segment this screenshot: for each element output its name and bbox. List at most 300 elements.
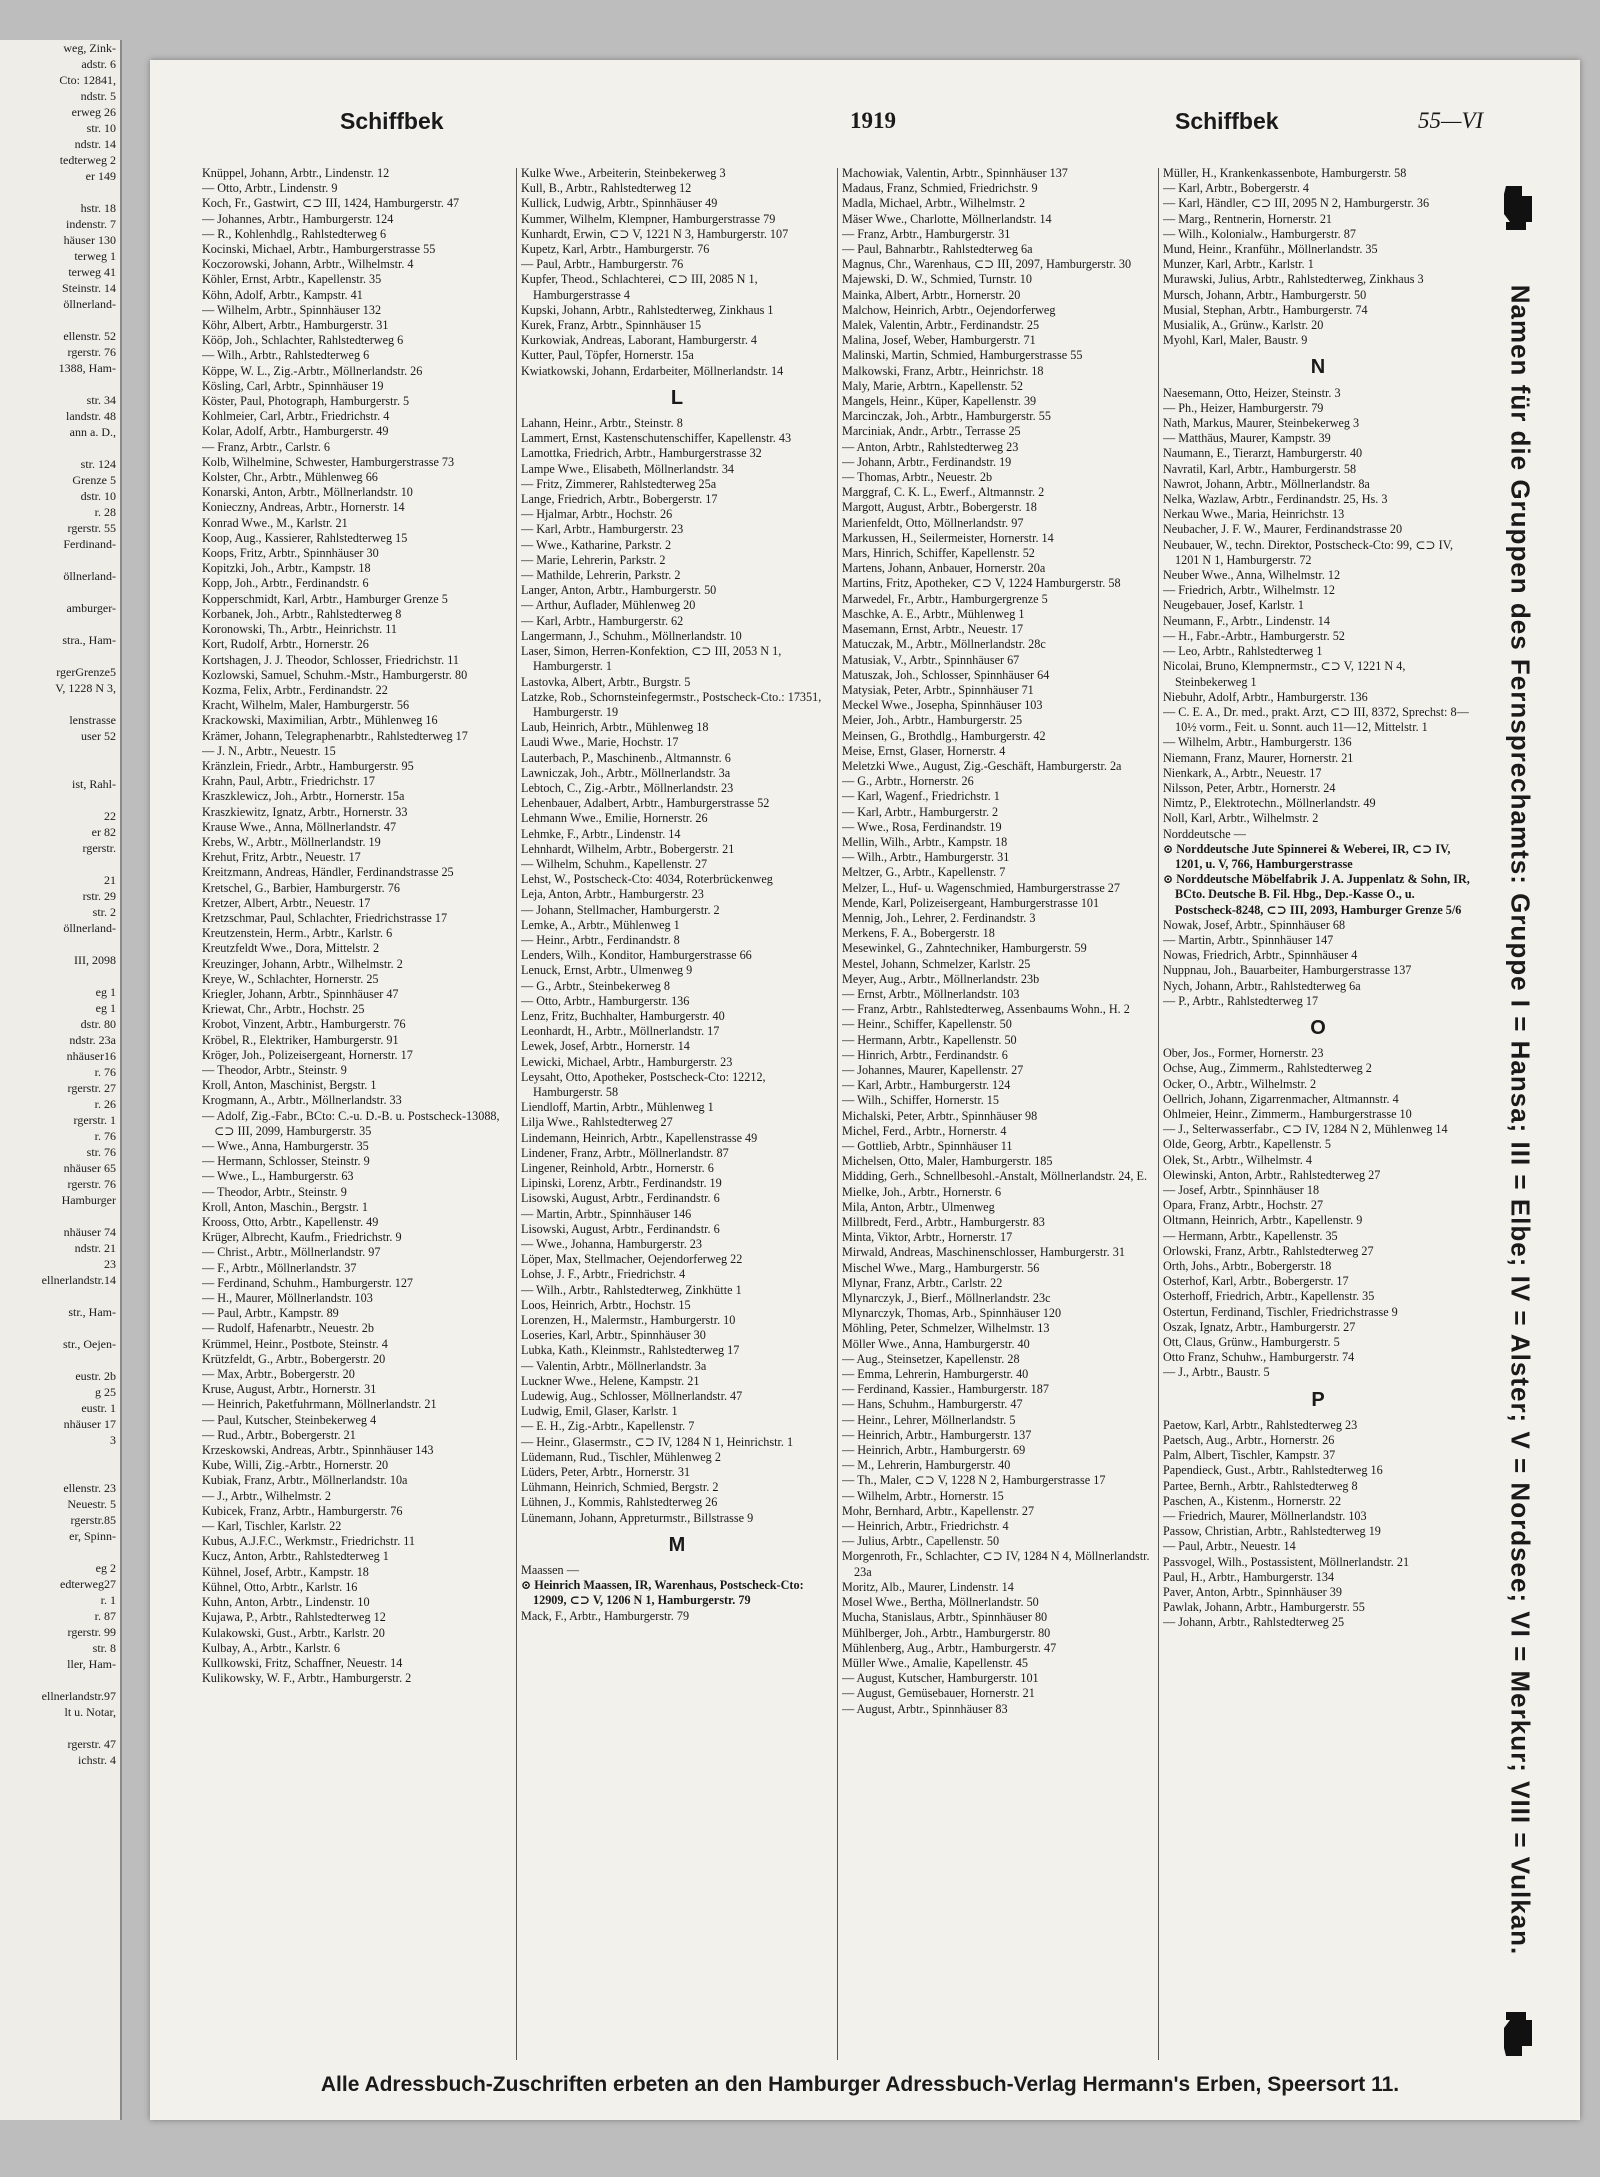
directory-entry: Passow, Christian, Arbtr., Rahlstedterweg 19 [1163,1524,1381,1539]
directory-entry: Koop, Aug., Kassierer, Rahlstedterweg 15 [202,530,408,545]
directory-entry: Kroll, Anton, Maschin., Bergstr. 1 [202,1199,368,1214]
directory-entry: Kort, Rudolf, Arbtr., Hornerstr. 26 [202,637,369,652]
fragment-line: Hamburger [61,1193,116,1207]
directory-entry: — Wilhelm, Schuhm., Kapellenstr. 27 [521,856,708,871]
directory-entry: — R., Kohlenhdlg., Rahlstedterweg 6 [202,226,387,241]
directory-entry: Mirwald, Andreas, Maschinenschlosser, Hamburgerstr. 31 [842,1245,1125,1260]
directory-entry: Paetsch, Aug., Arbtr., Hornerstr. 26 [1163,1433,1335,1448]
directory-entry: Loos, Heinrich, Arbtr., Hochstr. 15 [521,1297,691,1312]
directory-entry: Kreuzinger, Johann, Arbtr., Wilhelmstr. 2 [202,956,403,971]
directory-entry: Kube, Willi, Zig.-Arbtr., Hornerstr. 20 [202,1458,389,1473]
directory-entry: ⊙ Heinrich Maassen, IR, Warenhaus, Postscheck-Cto: 12909, ⊂⊃ V, 1206 N 1, Hamburgerstr. 79 [521,1578,804,1608]
directory-entry: — Anton, Arbtr., Rahlstedterweg 23 [842,439,1019,454]
fragment-line: rgerstr. 1 [73,1113,116,1127]
fragment-line [0,584,120,600]
directory-entry: Mestel, Johann, Schmelzer, Karlstr. 25 [842,956,1031,971]
fragment-line [0,648,120,664]
fragment-line: Neuestr. 5 [67,1497,116,1511]
directory-entry: Mund, Heinr., Kranführ., Möllnerlandstr. 35 [1163,242,1378,257]
directory-entry: Neumann, F., Arbtr., Lindenstr. 14 [1163,613,1330,628]
directory-entry: Kubus, A.J.F.C., Werkmstr., Friedrichstr. 11 [202,1534,416,1549]
directory-entry: Lammert, Ernst, Kastenschutenschiffer, Kapellenstr. 43 [521,431,792,446]
directory-entry: — Johann, Arbtr., Ferdinandstr. 19 [842,454,1012,469]
directory-entry: Myohl, Karl, Maler, Baustr. 9 [1163,333,1308,348]
directory-entry: — Matthäus, Maurer, Kampstr. 39 [1163,431,1331,446]
directory-entry: Krause Wwe., Anna, Möllnerlandstr. 47 [202,819,397,834]
fragment-line [0,1448,120,1464]
fragment-line: rgerstr. 47 [67,1737,116,1751]
directory-entry: Lüdemann, Rud., Tischler, Mühlenweg 2 [521,1449,721,1464]
directory-entry: Kolar, Adolf, Arbtr., Hamburgerstr. 49 [202,424,389,439]
fragment-line: V, 1228 N 3, [55,681,116,695]
directory-entry: — Aug., Steinsetzer, Kapellenstr. 28 [842,1351,1020,1366]
directory-entry: — Johann, Arbtr., Rahlstedterweg 25 [1163,1615,1345,1630]
directory-entry: Oszak, Ignatz, Arbtr., Hamburgerstr. 27 [1163,1319,1356,1334]
directory-entry: Kullick, Ludwig, Arbtr., Spinnhäuser 49 [521,196,718,211]
directory-entry: — Hermann, Arbtr., Kapellenstr. 50 [842,1032,1017,1047]
directory-entry: Kretzschmar, Paul, Schlachter, Friedrichstrasse 17 [202,910,448,925]
directory-entry: Otto Franz, Schuhw., Hamburgerstr. 74 [1163,1350,1355,1365]
directory-entry: Lehst, W., Postscheck-Cto: 4034, Roterbrückenweg [521,872,773,887]
directory-entry: — Franz, Arbtr., Carlstr. 6 [202,439,330,454]
fragment-line: Grenze 5 [72,473,116,487]
directory-entry: Kreye, W., Schlachter, Hornerstr. 25 [202,971,379,986]
directory-entry: Korbanek, Joh., Arbtr., Rahlstedterweg 8 [202,606,402,621]
fragment-line: er 82 [91,825,116,839]
directory-entry: Kroll, Anton, Maschinist, Bergstr. 1 [202,1078,377,1093]
directory-entry: Maschke, A. E., Arbtr., Mühlenweg 1 [842,606,1025,621]
directory-entry: Kullkowski, Fritz, Schaffner, Neuestr. 14 [202,1655,403,1670]
directory-entry: Orth, Johs., Arbtr., Bobergerstr. 18 [1163,1259,1332,1274]
directory-entry: — G., Arbtr., Steinbekerweg 8 [521,978,670,993]
fragment-line: ndstr. 14 [74,137,116,151]
fragment-line [0,376,120,392]
directory-entry: — Heinr., Schiffer, Kapellenstr. 50 [842,1017,1012,1032]
fragment-line [0,744,120,760]
directory-entry: Lubka, Kath., Kleinmstr., Rahlstedterweg 17 [521,1343,740,1358]
directory-entry: Paetow, Karl, Arbtr., Rahlstedterweg 23 [1163,1417,1358,1432]
fragment-line [0,616,120,632]
directory-entry: Martins, Fritz, Apotheker, ⊂⊃ V, 1224 Hamburgerstr. 58 [842,576,1121,591]
directory-entry: Liendloff, Martin, Arbtr., Mühlenweg 1 [521,1100,714,1115]
fragment-line: indenstr. 7 [66,217,116,231]
fragment-line [0,760,120,776]
directory-entry: Krützfeldt, G., Arbtr., Bobergerstr. 20 [202,1351,386,1366]
directory-entry: Lehnhardt, Wilhelm, Arbtr., Bobergerstr. 21 [521,841,735,856]
directory-entry: Mangels, Heinr., Küper, Kapellenstr. 39 [842,394,1037,409]
directory-entry: Munzer, Karl, Arbtr., Karlstr. 1 [1163,257,1314,272]
fragment-line: öllnerland- [63,921,116,935]
directory-entry: Minta, Viktor, Arbtr., Hornerstr. 17 [842,1230,1013,1245]
page-number: 55—VI [1418,108,1484,133]
directory-entry: Lewek, Josef, Arbtr., Hornerstr. 14 [521,1039,690,1054]
directory-entry: — Thomas, Arbtr., Neuestr. 2b [842,470,993,485]
fragment-line: stra., Ham- [62,633,116,647]
directory-entry: Kriewat, Chr., Arbtr., Hochstr. 25 [202,1002,365,1017]
directory-entry: Latzke, Rob., Schornsteinfegermstr., Postscheck-Cto.: 17351, Hamburgerstr. 19 [521,689,822,719]
directory-entry: — Hermann, Schlosser, Steinstr. 9 [202,1154,370,1169]
directory-entry: Leysaht, Otto, Apotheker, Postscheck-Cto: 12212, Hamburgerstr. 58 [521,1069,766,1099]
directory-entry: Ostertun, Ferdinand, Tischler, Friedrichstrasse 9 [1163,1304,1398,1319]
directory-entry: — Wwe., L., Hamburgerstr. 63 [202,1169,354,1184]
fragment-line: landstr. 48 [66,409,116,423]
directory-entry: Lohse, J. F., Arbtr., Friedrichstr. 4 [521,1267,686,1282]
directory-entry: Nerkau Wwe., Maria, Heinrichstr. 13 [1163,507,1345,522]
fragment-line: r. 28 [94,505,116,519]
directory-entry: Majewski, D. W., Schmied, Turnstr. 10 [842,272,1032,287]
directory-entry: Lehmke, F., Arbtr., Lindenstr. 14 [521,826,681,841]
directory-entry: Krooss, Otto, Arbtr., Kapellenstr. 49 [202,1215,379,1230]
fragment-line [0,1352,120,1368]
directory-entry: Malinski, Martin, Schmied, Hamburgerstrasse 55 [842,348,1083,363]
directory-entry: Mesewinkel, G., Zahntechniker, Hamburgerstr. 59 [842,941,1087,956]
column-3 [842,166,1154,2066]
directory-entry: — Karl, Arbtr., Hamburgerstr. 2 [842,804,999,819]
directory-entry: — Wilhelm, Arbtr., Hornerstr. 15 [842,1488,1004,1503]
directory-entry: Ludewig, Aug., Schlosser, Möllnerlandstr. 47 [521,1389,743,1404]
section-letter: M [668,1533,686,1556]
directory-entry: Mellin, Wilh., Arbtr., Kampstr. 18 [842,834,1008,849]
fragment-line: str., Ham- [68,1305,116,1319]
directory-entry: Mila, Anton, Arbtr., Ulmenweg [842,1199,995,1214]
fragment-line [0,1288,120,1304]
directory-entry: Michel, Ferd., Arbtr., Hornerstr. 4 [842,1123,1007,1138]
directory-entry: — Marg., Rentnerin, Hornerstr. 21 [1163,211,1333,226]
directory-entry: — Hinrich, Arbtr., Ferdinandstr. 6 [842,1047,1008,1062]
directory-entry: Kuhn, Anton, Arbtr., Lindenstr. 10 [202,1595,370,1610]
directory-entry: Mühlenberg, Aug., Arbtr., Hamburgerstr. 47 [842,1640,1057,1655]
directory-entry: Meletzki Wwe., August, Zig.-Geschäft, Hamburgerstr. 2a [842,758,1122,773]
directory-entry: Langermann, J., Schuhm., Möllnerlandstr. 10 [521,628,742,643]
directory-entry: Kubicek, Franz, Arbtr., Hamburgerstr. 76 [202,1503,403,1518]
directory-entry: — P., Arbtr., Rahlstedterweg 17 [1163,993,1319,1008]
fragment-line: ndstr. 21 [74,1241,116,1255]
directory-entry: Lünemann, Johann, Appreturmstr., Billstrasse 9 [521,1510,754,1525]
fragment-line [0,1544,120,1560]
directory-entry: — Fritz, Zimmerer, Rahlstedterweg 25a [521,476,717,491]
fragment-line: eustr. 1 [81,1401,116,1415]
fragment-line: str. 2 [92,905,116,919]
directory-entry: Lemke, A., Arbtr., Mühlenweg 1 [521,917,680,932]
directory-entry: — J., Arbtr., Baustr. 5 [1163,1365,1270,1380]
section-letter: P [1311,1388,1325,1411]
directory-entry: Michelsen, Otto, Maler, Hamburgerstr. 185 [842,1154,1053,1169]
fragment-line [0,968,120,984]
directory-entry: Markussen, H., Seilermeister, Hornerstr. 14 [842,530,1054,545]
directory-entry: — Ferdinand, Schuhm., Hamburgerstr. 127 [202,1275,414,1290]
fragment-line: str. 124 [80,457,116,471]
fragment-line: ellenstr. 52 [63,329,116,343]
directory-entry: Machowiak, Valentin, Arbtr., Spinnhäuser 137 [842,166,1068,180]
directory-entry: Lehenbauer, Adalbert, Arbtr., Hamburgerstrasse 52 [521,796,770,811]
fragment-line: eustr. 2b [75,1369,116,1383]
directory-entry: Pawlak, Johann, Arbtr., Hamburgerstr. 55 [1163,1600,1365,1615]
directory-entry: Köppe, W. L., Zig.-Arbtr., Möllnerlandstr. 26 [202,363,423,378]
fragment-line: Ferdinand- [63,537,116,551]
directory-entry: Paul, H., Arbtr., Hamburgerstr. 134 [1163,1569,1335,1584]
directory-entry: Meltzer, G., Arbtr., Kapellenstr. 7 [842,865,1006,880]
directory-page [150,60,1580,2120]
directory-entry: Melzer, L., Huf- u. Wagenschmied, Hamburgerstrasse 27 [842,880,1120,895]
directory-entry: Lühnen, J., Kommis, Rahlstedterweg 26 [521,1495,718,1510]
directory-entry: Madla, Michael, Arbtr., Wilhelmstr. 2 [842,196,1026,211]
directory-entry: Kull, B., Arbtr., Rahlstedterweg 12 [521,181,692,196]
directory-entry: Musial, Stephan, Arbtr., Hamburgerstr. 74 [1163,302,1368,317]
directory-entry: — Paul, Arbtr., Hamburgerstr. 76 [521,257,684,272]
directory-entry: — J. N., Arbtr., Neuestr. 15 [202,743,336,758]
directory-entry: Köhn, Adolf, Arbtr., Kampstr. 41 [202,287,363,302]
directory-entry: Masemann, Ernst, Arbtr., Neuestr. 17 [842,622,1024,637]
directory-entry: Maassen — [521,1563,579,1578]
directory-entry: — Rudolf, Hafenarbtr., Neuestr. 2b [202,1321,374,1336]
directory-entry: Lingener, Reinhold, Arbtr., Hornerstr. 6 [521,1161,714,1175]
fragment-line: r. 87 [94,1609,116,1623]
directory-entry: Köhr, Albert, Arbtr., Hamburgerstr. 31 [202,318,389,333]
directory-entry: — Paul, Kutscher, Steinbekerweg 4 [202,1412,377,1427]
directory-entry: Meise, Ernst, Glaser, Hornerstr. 4 [842,743,1006,758]
fragment-line: rstr. 29 [82,889,116,903]
fragment-line: ellenstr. 23 [63,1481,116,1495]
fragment-line [0,696,120,712]
directory-entry: Kortshagen, J. J. Theodor, Schlosser, Friedrichstr. 11 [202,652,459,667]
fragment-line: rgerstr. 55 [67,521,116,535]
directory-entry: Matysiak, Peter, Arbtr., Spinnhäuser 71 [842,682,1034,697]
directory-entry: Marggraf, C. K. L., Ewerf., Altmannstr. 2 [842,485,1045,500]
directory-entry: Krackowski, Maximilian, Arbtr., Mühlenweg 16 [202,713,438,728]
directory-entry: Laub, Heinrich, Arbtr., Mühlenweg 18 [521,720,709,735]
directory-entry: — C. E. A., Dr. med., prakt. Arzt, ⊂⊃ III, 8372, Sprechst: 8—10½ vorm., Feit. u. Sonnt. auch 11—12, Mittelstr. 1 [1163,704,1469,735]
directory-entry: — Arthur, Auflader, Mühlenweg 20 [521,598,696,613]
directory-entry: — E. H., Zig.-Arbtr., Kapellenstr. 7 [521,1419,695,1434]
fragment-line: ndstr. 5 [80,89,116,103]
directory-entry: Lisowski, August, Arbtr., Ferdinandstr. 6 [521,1191,720,1206]
directory-entry: Lipinski, Lorenz, Arbtr., Ferdinandstr. 19 [521,1176,722,1191]
directory-entry: — Johann, Stellmacher, Hamburgerstr. 2 [521,902,720,917]
directory-entry: Oellrich, Johann, Zigarrenmacher, Altmannstr. 4 [1163,1091,1399,1106]
fragment-line: str. 8 [92,1641,116,1655]
directory-entry: Köhler, Ernst, Arbtr., Kapellenstr. 35 [202,272,382,287]
fragment-line: 3 [110,1433,116,1447]
directory-entry: Meckel Wwe., Josepha, Spinnhäuser 103 [842,698,1043,713]
directory-entry: Leonhardt, H., Arbtr., Möllnerlandstr. 17 [521,1024,720,1039]
directory-entry: — Martin, Arbtr., Spinnhäuser 146 [521,1206,692,1221]
fragment-line: str. 10 [86,121,116,135]
fragment-line: rgerstr. 27 [67,1081,116,1095]
directory-entry: Neubauer, W., techn. Direktor, Postscheck-Cto: 99, ⊂⊃ IV, 1201 N 1, Hamburgerstr. 72 [1163,537,1454,567]
directory-entry: Nienkark, A., Arbtr., Neuestr. 17 [1163,765,1322,780]
fragment-line: öllnerland- [63,569,116,583]
directory-entry: Naesemann, Otto, Heizer, Steinstr. 3 [1163,385,1341,400]
directory-entry: Möhling, Peter, Schmelzer, Wilhelmstr. 13 [842,1321,1050,1336]
directory-entry: Krüger, Albrecht, Kaufm., Friedrichstr. 9 [202,1230,402,1245]
directory-entry: — Leo, Arbtr., Rahlstedterweg 1 [1163,644,1323,659]
directory-entry: Norddeutsche — [1163,826,1246,841]
fragment-line: ndstr. 23a [69,1033,116,1047]
directory-entry: Kracht, Wilhelm, Maler, Hamburgerstr. 56 [202,698,410,713]
directory-entry: Kupetz, Karl, Arbtr., Hamburgerstr. 76 [521,242,710,257]
directory-entry: Kozlowski, Samuel, Schuhm.-Mstr., Hamburgerstr. 80 [202,667,468,682]
directory-entry: Meinsen, G., Brothdlg., Hamburgerstr. 42 [842,728,1046,743]
directory-entry: — Wilh., Kolonialw., Hamburgerstr. 87 [1163,226,1356,241]
column-1 [202,166,512,2066]
directory-entry: — J., Selterwasserfabr., ⊂⊃ IV, 1284 N 2, Mühlenweg 14 [1163,1122,1448,1137]
directory-entry: — Johannes, Arbtr., Hamburgerstr. 124 [202,211,394,226]
directory-entry: Kühnel, Otto, Arbtr., Karlstr. 16 [202,1579,358,1594]
fragment-line: adstr. 6 [81,57,116,71]
fragment-line [0,552,120,568]
directory-entry: Olewinski, Anton, Arbtr., Rahlstedterweg 27 [1163,1167,1381,1182]
directory-entry: — August, Kutscher, Hamburgerstr. 101 [842,1671,1039,1686]
directory-entry: Luckner Wwe., Helene, Kampstr. 21 [521,1373,700,1388]
directory-entry: Lange, Friedrich, Arbtr., Bobergerstr. 17 [521,492,718,507]
directory-entry: Mühlberger, Joh., Arbtr., Hamburgerstr. 80 [842,1625,1051,1640]
directory-entry: Ott, Claus, Grünw., Hamburgerstr. 5 [1163,1335,1340,1350]
directory-entry: Müller Wwe., Amalie, Kapellenstr. 45 [842,1655,1028,1670]
directory-entry: Kunhardt, Erwin, ⊂⊃ V, 1221 N 3, Hamburgerstr. 107 [521,226,789,241]
directory-entry: Midding, Gerh., Schnellbesohl.-Anstalt, Möllnerlandstr. 24, E. [842,1169,1147,1184]
directory-entry: Malkowski, Franz, Arbtr., Heinrichstr. 18 [842,363,1044,378]
directory-entry: Möller Wwe., Anna, Hamburgerstr. 40 [842,1336,1030,1351]
fragment-line: terweg 1 [74,249,116,263]
fragment-line: ellnerlandstr.14 [41,1273,116,1287]
directory-entry: Nicolai, Bruno, Klempnermstr., ⊂⊃ V, 1221 N 4, Steinbekerweg 1 [1163,659,1406,689]
directory-entry: — Emma, Lehrerin, Hamburgerstr. 40 [842,1367,1029,1382]
directory-entry: Nuppnau, Joh., Bauarbeiter, Hamburgerstrasse 137 [1163,963,1412,978]
directory-entry: Malchow, Heinrich, Arbtr., Oejendorferweg [842,302,1056,317]
directory-entry: Kraszkiewitz, Ignatz, Arbtr., Hornerstr. 33 [202,804,408,819]
directory-entry: — Theodor, Arbtr., Steinstr. 9 [202,1184,347,1199]
directory-entry: Lehmann Wwe., Emilie, Hornerstr. 26 [521,811,708,826]
directory-entry: Mlynarczyk, J., Bierf., Möllnerlandstr. 23c [842,1291,1051,1306]
directory-entry: Lilja Wwe., Rahlstedterweg 27 [521,1115,673,1130]
fragment-line: str. 34 [86,393,116,407]
directory-entry: Kohlmeier, Carl, Arbtr., Friedrichstr. 4 [202,409,390,424]
directory-entry: — M., Lehrerin, Hamburgerstr. 40 [842,1458,1011,1473]
directory-entry: — Wwe., Rosa, Ferdinandstr. 19 [842,819,1002,834]
directory-entry: Nath, Markus, Maurer, Steinbekerweg 3 [1163,416,1360,431]
directory-entry: Ochse, Aug., Zimmerm., Rahlstedterweg 2 [1163,1061,1372,1076]
directory-entry: Kupfer, Theod., Schlachterei, ⊂⊃ III, 2085 N 1, Hamburgerstrasse 4 [521,272,758,302]
directory-entry: — Otto, Arbtr., Lindenstr. 9 [202,181,338,196]
directory-entry: Köster, Paul, Photograph, Hamburgerstr. 5 [202,394,410,409]
fragment-line: öllnerland- [63,297,116,311]
directory-entry: Lindener, Franz, Arbtr., Möllnerlandstr. 87 [521,1145,729,1160]
directory-entry: Mielke, Joh., Arbtr., Hornerstr. 6 [842,1184,1002,1199]
directory-entry: — Wilhelm, Arbtr., Spinnhäuser 132 [202,302,382,317]
directory-entry: ⊙ Norddeutsche Möbelfabrik J. A. Juppenlatz & Sohn, IR, BCto. Deutsche B. Fil. Hbg., Dep.-Kasse O., u. Postscheck-8248, ⊂⊃ III, 2093, Hamburger Grenze 5/6 [1163,872,1470,917]
directory-entry: Kurek, Franz, Arbtr., Spinnhäuser 15 [521,318,702,333]
directory-entry: Laudi Wwe., Marie, Hochstr. 17 [521,735,679,750]
fragment-line [0,312,120,328]
directory-entry: Kretzer, Albert, Arbtr., Neuestr. 17 [202,895,371,910]
fragment-line: terweg 41 [68,265,116,279]
directory-entry: Kraszklewicz, Joh., Arbtr., Hornerstr. 15a [202,789,405,804]
fragment-line [0,184,120,200]
directory-entry: Mainka, Albert, Arbtr., Hornerstr. 20 [842,287,1021,302]
fragment-line [0,1720,120,1736]
directory-entry: Passvogel, Wilh., Postassistent, Möllnerlandstr. 21 [1163,1554,1410,1569]
directory-entry: — Wwe., Anna, Hamburgerstr. 35 [202,1139,369,1153]
directory-entry: — Martin, Arbtr., Spinnhäuser 147 [1163,932,1334,947]
directory-entry: Lindemann, Heinrich, Arbtr., Kapellenstrasse 49 [521,1130,758,1145]
fragment-line: rgerstr. [82,841,116,855]
directory-entry: — Th., Maler, ⊂⊃ V, 1228 N 2, Hamburgerstrasse 17 [842,1473,1106,1488]
fragment-line [0,936,120,952]
directory-entry: Opara, Franz, Arbtr., Hochstr. 27 [1163,1198,1324,1213]
directory-entry: — Karl, Arbtr., Bobergerstr. 4 [1163,181,1310,196]
directory-entry: ⊙ Norddeutsche Jute Spinnerei & Weberei, IR, ⊂⊃ IV, 1201, u. V, 766, Hamburgerstrasse [1163,841,1451,871]
directory-entry: Oltmann, Heinrich, Arbtr., Kapellenstr. 9 [1163,1213,1363,1228]
fragment-line: hstr. 18 [80,201,116,215]
directory-entry: Ober, Jos., Former, Hornerstr. 23 [1163,1046,1324,1061]
directory-entry: Lewicki, Michael, Arbtr., Hamburgerstr. 23 [521,1054,733,1069]
directory-entry: — Wilh., Schiffer, Hornerstr. 15 [842,1093,999,1108]
directory-entry: Kränzlein, Friedr., Arbtr., Hamburgerstr. 95 [202,758,414,773]
directory-entry: Lebtoch, C., Zig.-Arbtr., Möllnerlandstr. 23 [521,780,734,795]
directory-entry: Kujawa, P., Arbtr., Rahlstedterweg 12 [202,1610,386,1625]
directory-entry: Krehut, Fritz, Arbtr., Neuestr. 17 [202,850,361,865]
directory-entry: Kocinski, Michael, Arbtr., Hamburgerstrasse 55 [202,242,436,257]
directory-entry: — Paul, Arbtr., Kampstr. 89 [202,1306,339,1321]
directory-entry: Matuszak, Joh., Schlosser, Spinnhäuser 64 [842,667,1050,682]
directory-entry: Lenuck, Ernst, Arbtr., Ulmenweg 9 [521,963,693,978]
directory-entry: Niebuhr, Adolf, Arbtr., Hamburgerstr. 136 [1163,689,1368,704]
directory-entry: Morgenroth, Fr., Schlachter, ⊂⊃ IV, 1284 N 4, Möllnerlandstr. 23a [842,1549,1150,1579]
directory-entry: Leja, Anton, Arbtr., Hamburgerstr. 23 [521,887,704,902]
directory-entry: Maly, Marie, Arbtrn., Kapellenstr. 52 [842,378,1023,393]
directory-entry: — Rud., Arbtr., Bobergerstr. 21 [202,1427,356,1442]
column-divider [1158,168,1159,2060]
section-letter: N [1310,356,1326,379]
directory-entry: — H., Maurer, Möllnerlandstr. 103 [202,1291,373,1306]
directory-entry: Laser, Simon, Herren-Konfektion, ⊂⊃ III, 2053 N 1, Hamburgerstr. 1 [521,644,782,674]
fragment-line: rgerstr. 76 [67,1177,116,1191]
directory-entry: Kulikowsky, W. F., Arbtr., Hamburgerstr. 2 [202,1671,412,1686]
fragment-line: erweg 26 [71,105,116,119]
directory-entry: Mohr, Bernhard, Arbtr., Kapellenstr. 27 [842,1503,1035,1518]
directory-entry: Kucz, Anton, Arbtr., Rahlstedterweg 1 [202,1549,389,1564]
fragment-line [0,1464,120,1480]
directory-entry: Osterhoff, Friedrich, Arbtr., Kapellenstr. 35 [1163,1289,1375,1304]
directory-entry: — Franz, Arbtr., Hamburgerstr. 31 [842,226,1011,241]
directory-entry: Michalski, Peter, Arbtr., Spinnhäuser 98 [842,1108,1038,1123]
directory-entry: Kröger, Joh., Polizeisergeant, Hornerstr. 17 [202,1047,413,1062]
directory-entry: Nawrot, Johann, Arbtr., Möllnerlandstr. 8a [1163,476,1370,491]
directory-entry: — Heinr., Glasermstr., ⊂⊃ IV, 1284 N 1, Heinrichstr. 1 [521,1434,794,1449]
directory-entry: Kwiatkowski, Johann, Erdarbeiter, Möllnerlandstr. 14 [521,363,784,378]
directory-entry: Ohlmeier, Heinr., Zimmerm., Hamburgerstrasse 10 [1163,1106,1412,1121]
directory-entry: Matusiak, V., Arbtr., Spinnhäuser 67 [842,652,1020,667]
header-left-place: Schiffbek [340,108,444,134]
previous-page-fragment [0,40,122,2120]
directory-entry: Marwedel, Fr., Arbtr., Hamburgergrenze 5 [842,591,1048,606]
directory-entry: Kozma, Felix, Arbtr., Ferdinandstr. 22 [202,682,388,697]
directory-entry: Lisowski, August, Arbtr., Ferdinandstr. 6 [521,1221,720,1236]
directory-entry: — Wilh., Arbtr., Rahlstedterweg, Zinkhütte 1 [521,1282,742,1297]
exchange-group-legend: Namen für die Gruppen des Fernsprechamts: Gruppe I = Hansa; III = Elbe; IV = Alster; V = Nordsee; VI = Merkur; VIII = Vulkan. [1505,284,1536,1956]
directory-entry: — Karl, Arbtr., Hamburgerstr. 124 [842,1078,1011,1093]
fragment-line [0,792,120,808]
directory-entry: Kolb, Wilhelmine, Schwester, Hamburgerstrasse 73 [202,454,455,469]
fragment-line: eg 1 [95,985,116,999]
directory-entry: — Ernst, Arbtr., Möllnerlandstr. 103 [842,986,1020,1001]
directory-entry: — Karl, Arbtr., Hamburgerstr. 23 [521,522,684,537]
directory-entry: — G., Arbtr., Hornerstr. 26 [842,774,974,789]
directory-entry: — Paul, Arbtr., Neuestr. 14 [1163,1539,1296,1554]
header-right-place: Schiffbek [1175,108,1279,134]
directory-entry: — Heinrich, Arbtr., Hamburgerstr. 137 [842,1427,1032,1442]
directory-entry: Papendieck, Gust., Arbtr., Rahlstedterweg 16 [1163,1463,1383,1478]
